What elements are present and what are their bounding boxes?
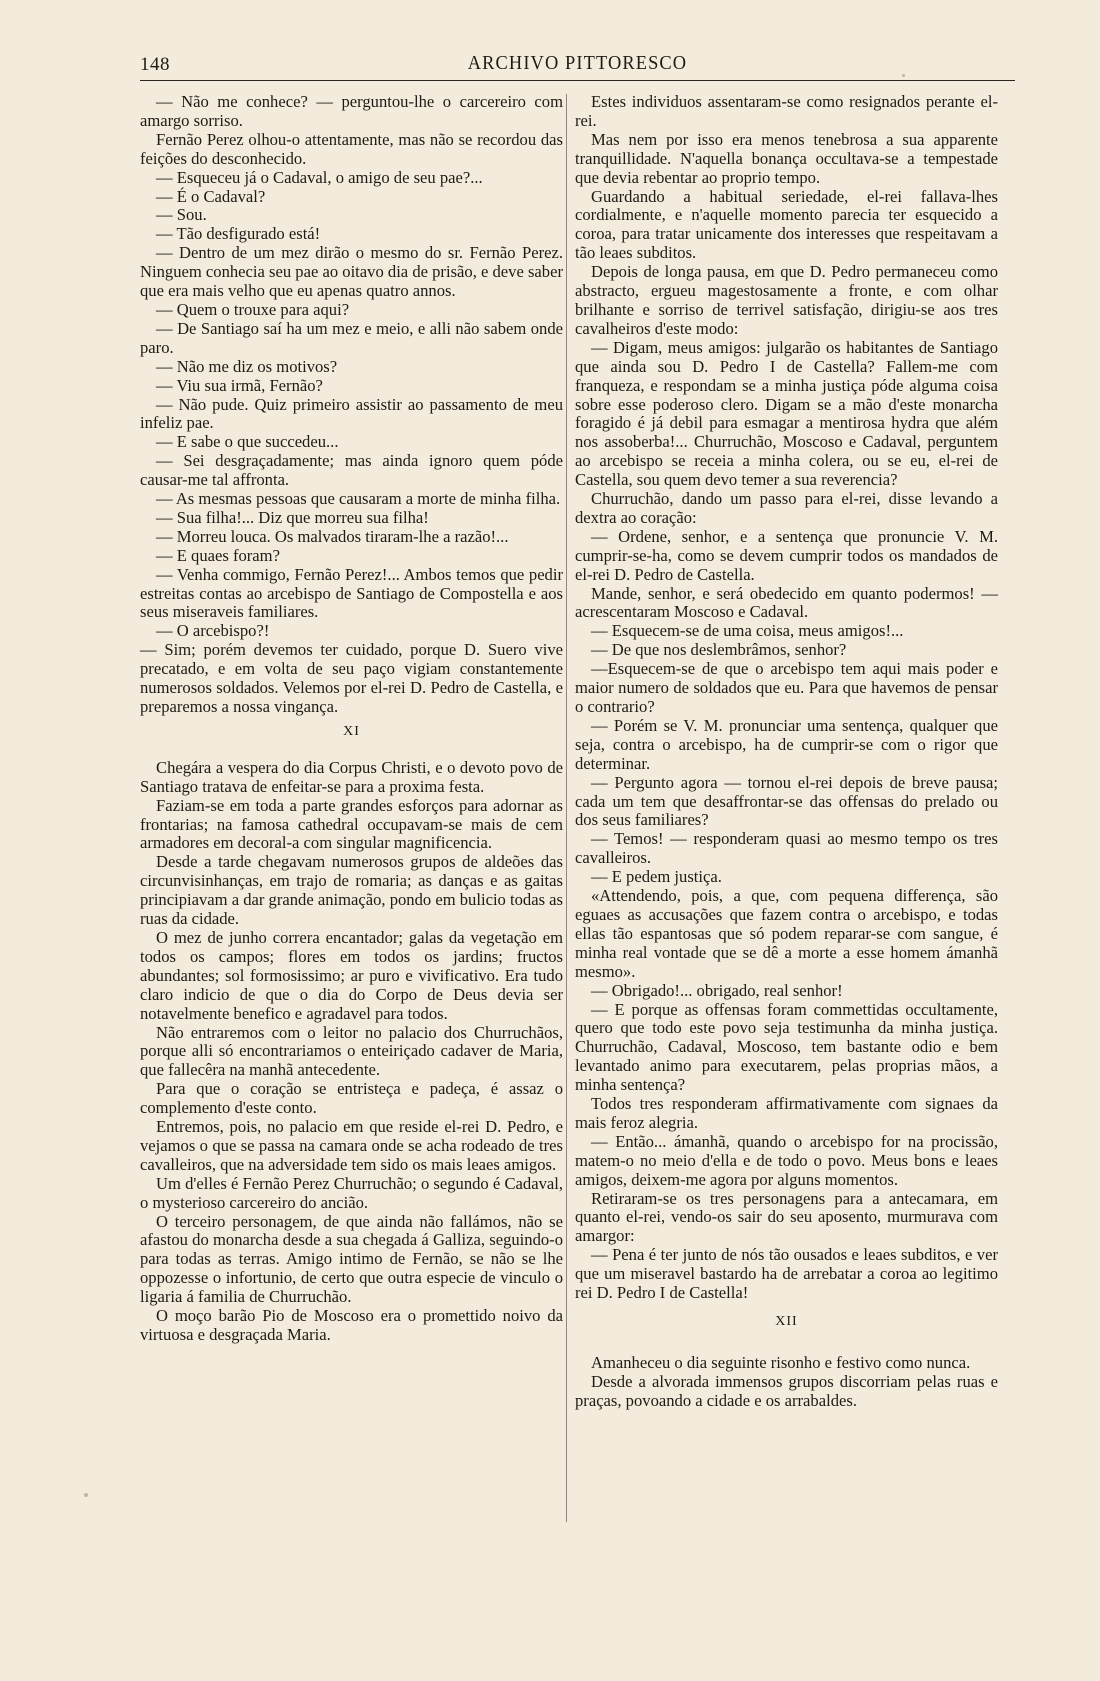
paragraph: — De Santiago saí ha um mez e meio, e alli não sabem onde paro.	[140, 318, 563, 357]
paragraph: — As mesmas pessoas que causaram a morte de minha filha.	[156, 489, 561, 509]
paragraph: — Digam, meus amigos: julgarão os habitantes de Santiago que ainda sou D. Pedro I de Castella? Fallem-me com franqueza, e respondam se a minha justiça póde alguma coisa sobre esse poderoso clero. Digam se a mão d'este monarcha foragido é já debil para esmagar a mentirosa hydra que além nos assoberba!... Churruchão, Moscoso e Cadaval, perguntem ao arcebispo se receia a minha colera, ou se eu, el-rei de Castella, sou quem devo temer a sua reverencia?	[575, 337, 998, 490]
right-column	[575, 93, 998, 1411]
paragraph: — Esqueceu já o Cadaval, o amigo de seu pae?...	[156, 167, 483, 187]
paragraph: O terceiro personagem, de que ainda não fallámos, não se afastou do monarcha desde a sua chegada á Galliza, seguindo-o para todas as terras. Amigo intimo de Fernão, se não se lhe oppozesse o infortunio, de certo que outra especie de vinculo o ligaria á familia de Churruchão.	[140, 1211, 563, 1307]
paragraph: Todos tres responderam affirmativamente com signaes da mais feroz alegria.	[575, 1094, 998, 1132]
paragraph: Para que o coração se entristeça e padeça, é assaz o complemento d'este conto.	[140, 1079, 563, 1118]
paragraph: — Não me diz os motivos?	[156, 356, 338, 376]
page-number: 148	[140, 54, 170, 75]
paragraph: — Obrigado!... obrigado, real senhor!	[591, 980, 843, 1000]
paragraph: Amanheceu o dia seguinte risonho e festivo como nunca.	[591, 1352, 971, 1372]
paragraph: — Pena é ter junto de nós tão ousados e leaes subditos, e ver que um miseravel bastardo ha de arrebatar a coroa ao legitimo rei D. Pedro I de Castella!	[575, 1245, 998, 1303]
paragraph: — De que nos deslembrâmos, senhor?	[591, 640, 847, 660]
paragraph: — E quaes foram?	[156, 545, 280, 565]
paragraph: — Porém se V. M. pronunciar uma sentença, qualquer que seja, contra o arcebispo, ha de cumprir-se com o rigor que determinar.	[575, 715, 998, 773]
paragraph: O mez de junho correra encantador; galas da vegetação em todos os campos; flores em todos os jardins; fructos abundantes; sol formosissimo; ar puro e vivificativo. Era tudo claro indicio de que o dia do Corpo de Deus devia ser notavelmente benefico e agradavel para todos.	[140, 927, 563, 1023]
paragraph: — E sabe o que succedeu...	[156, 432, 339, 452]
section-number: XI	[343, 723, 360, 739]
paragraph: — Dentro de um mez dirão o mesmo do sr. Fernão Perez. Ninguem conhecia seu pae ao oitavo dia de prisão, e deve saber que era mais velho que eu apenas quatro annos.	[140, 243, 563, 301]
paragraph: Faziam-se em toda a parte grandes esforços para adornar as frontarias; na famosa cathedral occupavam-se mais de cem armadores em decoral-a com singular magnificencia.	[140, 795, 563, 853]
paragraph: Fernão Perez olhou-o attentamente, mas não se recordou das feições do desconhecido.	[140, 129, 563, 168]
paragraph: — Sou.	[156, 205, 207, 225]
paragraph: — Temos! — responderam quasi ao mesmo tempo os tres cavalleiros.	[575, 829, 998, 868]
paragraph: Retiraram-se os tres personagens para a antecamara, em quanto el-rei, vendo-os sair do seu aposento, murmurava com amargor:	[575, 1188, 998, 1246]
paragraph: «Attendendo, pois, a que, com pequena differença, são eguaes as accusações que fazem contra o arcebispo, e todas ellas tão espantosas que só podem reparar-se com sangue, é minha real vontade que se dê a morte a esse homem ámanhã mesmo».	[575, 886, 998, 981]
paragraph: — Então... ámanhã, quando o arcebispo for na procissão, matem-o no meio d'ella e de todo o povo. Meus bons e leaes amigos, deixem-me agora por alguns momentos.	[575, 1131, 998, 1189]
paragraph: Chegára a vespera do dia Corpus Christi, e o devoto povo de Santiago tratava de enfeitar-se para a proxima festa.	[140, 757, 563, 796]
paragraph: — E porque as offensas foram commettidas occultamente, quero que todo este povo seja testimunha da minha justiça. Churruchão, Cadaval, Moscoso, tem bastante odio e bem levantado animo para executarem, pelas proprias mãos, a minha sentença?	[575, 999, 998, 1095]
paper-speck	[902, 74, 905, 77]
paragraph: — Ordene, senhor, e a sentença que pronuncie V. M. cumprir-se-ha, como se devem cumprir todos os mandados de el-rei D. Pedro de Castella.	[575, 526, 998, 584]
paragraph: — Não me conhece? — perguntou-lhe o carcereiro com amargo sorriso.	[140, 92, 563, 130]
paragraph: Depois de longa pausa, em que D. Pedro permaneceu como abstracto, ergueu magestosamente a fronte, e com olhar brilhante e sorriso de terrivel satisfação, dirigiu-se aos tres cavalheiros d'este modo:	[575, 262, 998, 338]
paper-speck	[84, 1493, 88, 1497]
paragraph: Entremos, pois, no palacio em que reside el-rei D. Pedro, e vejamos o que se passa na camara onde se acha rodeado de tres cavalleiros, que na adversidade tem sido os mais leaes amigos.	[140, 1117, 563, 1174]
paragraph: O moço barão Pio de Moscoso era o promettido noivo da virtuosa e desgraçada Maria.	[140, 1306, 563, 1344]
paragraph: Desde a alvorada immensos grupos discorriam pelas ruas e praças, povoando a cidade e os arrabaldes.	[575, 1371, 998, 1410]
paragraph: Mas nem por isso era menos tenebrosa a sua apparente tranquillidade. N'aquella bonança occultava-se a tempestade que devia rebentar ao proprio tempo.	[575, 129, 998, 187]
paragraph: — Quem o trouxe para aqui?	[156, 299, 350, 319]
paragraph: — Venha commigo, Fernão Perez!... Ambos temos que pedir estreitas contas ao arcebispo de Santiago de Compostella e aos seus miseraveis familiares.	[140, 564, 563, 622]
paragraph: — O arcebispo?!	[156, 621, 270, 641]
paragraph: — E pedem justiça.	[591, 867, 722, 887]
paragraph: — Não pude. Quiz primeiro assistir ao passamento de meu infeliz pae.	[140, 394, 563, 433]
paragraph: — Viu sua irmã, Fernão?	[156, 375, 323, 395]
journal-title: ARCHIVO PITTORESCO	[467, 52, 688, 74]
paragraph: — Esquecem-se de uma coisa, meus amigos!...	[591, 621, 904, 641]
paragraph: — Sei desgraçadamente; mas ainda ignoro quem póde causar-me tal affronta.	[140, 451, 563, 490]
paragraph: Não entraremos com o leitor no palacio dos Churruchãos, porque alli só encontrariamos o enteiriçado cadaver de Maria, que fallecêra na manhã antecedente.	[140, 1022, 563, 1080]
paragraph: Mande, senhor, e será obedecido em quanto podermos! — acrescentaram Moscoso e Cadaval.	[575, 583, 998, 622]
paragraph: — Sua filha!... Diz que morreu sua filha!	[156, 507, 429, 527]
paragraph: — Morreu louca. Os malvados tiraram-lhe a razão!...	[156, 526, 509, 546]
paragraph: Estes individuos assentaram-se como resignados perante el-rei.	[575, 92, 998, 130]
paragraph: — Sim; porém devemos ter cuidado, porque D. Suero vive precatado, e em volta de seu paço vigiam constantemente numerosos soldados. Velemos por el-rei D. Pedro de Castella, e preparemos a nossa vingança.	[140, 640, 563, 716]
paragraph: — Pergunto agora — tornou el-rei depois de breve pausa; cada um tem que desaffrontar-se das offensas do prelado ou dos seus familiares?	[575, 772, 998, 830]
paragraph: Churruchão, dando um passo para el-rei, disse levando a dextra ao coração:	[575, 489, 998, 527]
paragraph: — Tão desfigurado está!	[156, 224, 321, 244]
page-header	[140, 52, 1015, 81]
left-column	[140, 93, 563, 1345]
column-divider	[566, 94, 567, 1522]
paragraph: Um d'elles é Fernão Perez Churruchão; o segundo é Cadaval, o mysterioso carcereiro do ancião.	[140, 1173, 563, 1212]
paragraph: —Esquecem-se de que o arcebispo tem aqui mais poder e maior numero de soldados que eu. Para que havemos de pensar o contrario?	[575, 659, 998, 716]
paragraph: Guardando a habitual seriedade, el-rei fallava-lhes cordialmente, e n'aquelle momento parecia ter esquecido a coroa, para tratar unicamente dos interesses que respeitavam a tão leaes subditos.	[575, 186, 998, 263]
section-number: XII	[775, 1314, 798, 1329]
paragraph: Desde a tarde chegavam numerosos grupos de aldeões das circunvisinhanças, em trajo de romaria; as danças e as gaitas principiavam a dar grande animação, pondo em bulicio todas as ruas da cidade.	[140, 852, 563, 929]
paragraph: — É o Cadaval?	[156, 186, 266, 206]
